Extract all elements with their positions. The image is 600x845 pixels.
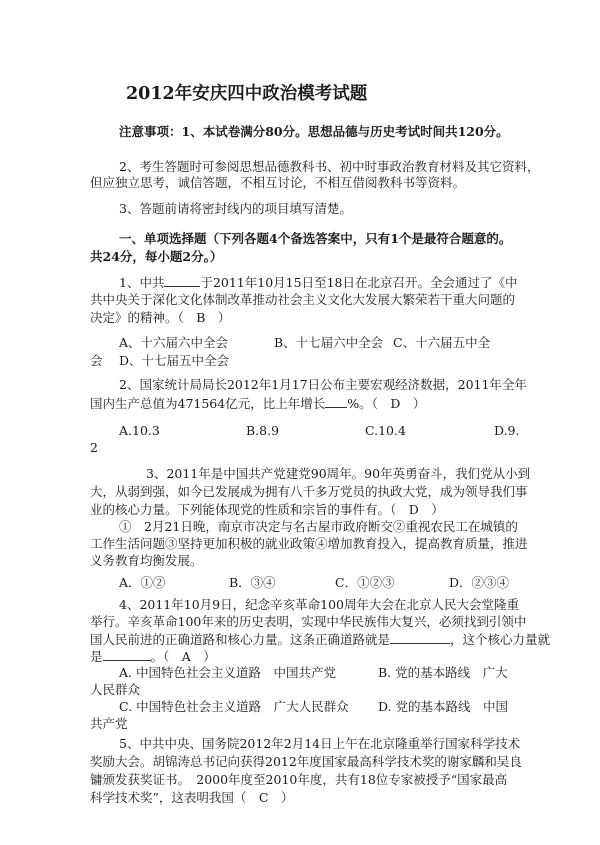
q2-option-a: A.10.3	[119, 423, 160, 438]
q4-line-4	[90, 648, 216, 665]
q4-line-1: 4、2011年10月9日，纪念辛亥革命100周年大会在北京人民大会堂隆重	[119, 597, 519, 612]
q4-option-a: A. 中国特色社会主义道路 中国共产党	[119, 665, 336, 680]
q4-blank-2	[103, 648, 151, 661]
q4-option-c: C. 中国特色社会主义道路 广大人民群众	[119, 699, 349, 714]
q1-line-1	[119, 274, 517, 291]
q3-line-1: 3、2011年是中国共产党建党90周年。90年英勇奋斗，我们党从小到	[146, 466, 531, 481]
q3-line-6: 义务教育均衡发展。	[90, 553, 203, 568]
q4-options-row-4	[0, 716, 600, 732]
q4-line3-pre: 国人民前进的正确道路和核心力量。这条正确道路就是	[90, 632, 391, 647]
q2-options-row	[0, 423, 600, 439]
q4-line-2: 举行。辛亥革命100年来的历史表明，实现中华民族伟大复兴，必须找到引领中	[90, 614, 527, 629]
q4-line-3	[90, 631, 550, 648]
page-title: 2012年安庆四中政治模考试题	[126, 84, 368, 104]
q4-option-d-cont: 共产党	[90, 716, 128, 731]
q2-option-c: C.10.4	[365, 423, 406, 438]
notice-line-3: 3、答题前请将密封线内的项目填写清楚。	[119, 201, 352, 216]
q5-line-4: 科学技术奖”，这表明我国（ C ）	[90, 790, 294, 805]
q3-options-row	[0, 575, 600, 591]
q1-options-row-2	[0, 353, 600, 369]
q4-line3-post: ，这个核心力量就	[450, 632, 551, 647]
q1-options-row-1	[0, 335, 600, 351]
q3-line-4: ① 2月21日晚，南京市决定与名古屋市政府断交②重视农民工在城镇的	[119, 519, 518, 534]
q2-blank	[325, 395, 347, 408]
q2-options-row-2	[0, 440, 600, 456]
q1-option-d: D、十七届五中全会	[119, 353, 230, 368]
q1-line-2: 共中央关于深化文化体制改革推动社会主义文化大发展大繁荣若干重大问题的	[90, 292, 516, 307]
q3-option-b: B．③④	[229, 575, 276, 590]
q4-option-b: B. 党的基本路线 广大	[378, 665, 508, 680]
q1-blank	[164, 274, 200, 287]
q3-option-a: A．①②	[119, 575, 166, 590]
q3-option-d: D．②③④	[449, 575, 510, 590]
q5-line-2: 奖励大会。胡锦涛总书记向获得2012年度国家最高科学技术奖的谢家麟和吴良	[90, 754, 522, 769]
section1-heading-b: 共24分，每小题2分。）	[90, 249, 223, 264]
q2-line-1: 2、国家统计局局长2012年1月17日公布主要宏观经济数据，2011年全年	[119, 377, 527, 392]
q3-line-2: 大，从弱到强，如今已发展成为拥有八千多万党员的执政大党，成为领导我们事	[90, 484, 528, 499]
q1-option-c: C、十六届五中全	[393, 335, 491, 350]
q4-option-b-cont: 人民群众	[90, 682, 141, 697]
q4-blank-1	[390, 631, 450, 644]
q3-line-3: 业的核心力量。下列能体现党的性质和宗旨的事件有。（ D ）	[90, 502, 444, 517]
q4-options-row-3	[0, 699, 600, 715]
q5-line-3: 镛颁发获奖证书。 2000年度至2010年度，共有18位专家被授予“国家最高	[90, 772, 508, 787]
q3-line-5: 工作生活问题③坚持更加积极的就业政策④增加教育投入，提高教育质量，推进	[90, 536, 528, 551]
notice-line-2b: 但应独立思考，诚信答题，不相互讨论，不相互借阅教科书等资料。	[90, 175, 466, 190]
q1-option-a: A、十六届六中全会	[119, 335, 229, 350]
q3-option-c: C．①②③	[335, 575, 395, 590]
q5-line-1: 5、中共中央、国务院2012年2月14日上午在北京隆重举行国家科学技术	[119, 736, 521, 751]
notice-line-2a: 2、考生答题时可参阅思想品德教科书、初中时事政治教育材料及其它资料，	[119, 159, 540, 174]
q4-options-row-2	[0, 682, 600, 698]
q2-line-2	[90, 395, 425, 412]
section1-heading-a: 一、单项选择题（下列各题4个备选答案中，只有1个是最符合题意的。	[119, 231, 512, 246]
q2-option-d: D.9.	[494, 423, 520, 438]
q1-option-b: B、十七届六中全会	[274, 335, 384, 350]
q1-option-c-cont: 会	[90, 353, 103, 368]
q2-option-d-cont: 2	[90, 440, 98, 455]
q4-option-d: D. 党的基本路线 中国	[378, 699, 509, 714]
q4-line4-pre: 是	[90, 649, 103, 664]
q2-option-b: B.8.9	[246, 423, 280, 438]
q1-post: 于2011年10月15日至18日在北京召开。全会通过了《中	[200, 275, 518, 290]
q2-line2-post: %。（ D ）	[347, 396, 426, 411]
q4-line4-post: 。（ A ）	[150, 649, 216, 664]
q1-line-3: 决定》的精神。（ B ）	[90, 310, 231, 325]
q4-options-row-1	[0, 665, 600, 681]
q1-pre: 1、中共	[119, 275, 165, 290]
q2-line2-pre: 国内生产总值为471564亿元，比上年增长	[90, 396, 326, 411]
notice-line-1: 注意事项：1、本试卷满分80分。思想品德与历史考试时间共120分。	[119, 124, 509, 139]
